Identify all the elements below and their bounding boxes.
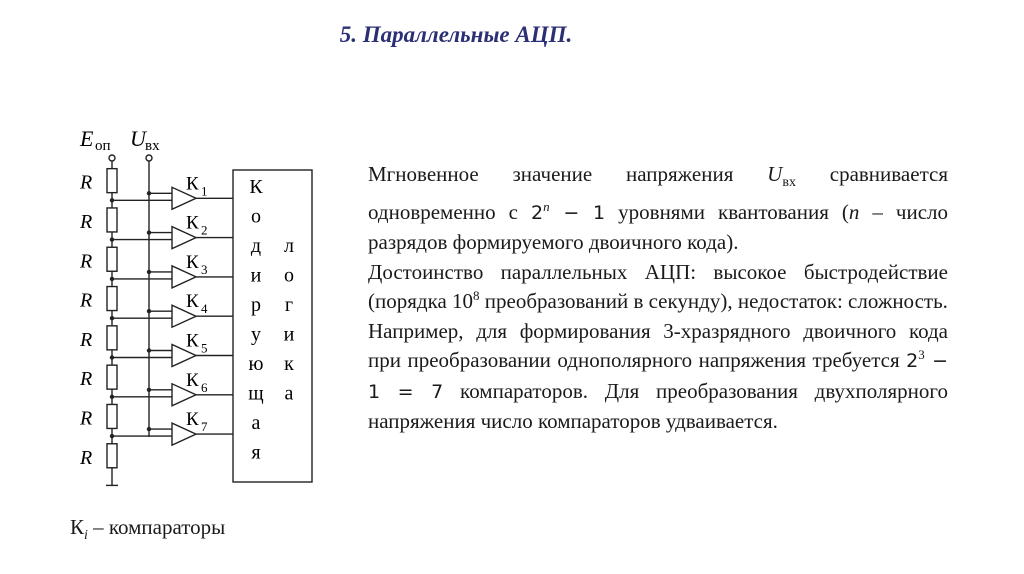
resistor: [107, 247, 117, 271]
comparator-legend: $К_i$ – компараторы: [70, 515, 226, 544]
logic-letter: щ: [248, 382, 264, 405]
comparator-index: 5: [201, 340, 208, 356]
eref-label: E: [80, 126, 94, 151]
resistor: [107, 365, 117, 389]
logic-letter: о: [284, 264, 294, 287]
paragraph-3: Например, для формирования 3-хразрядного двоичного кода при преобразовании однополярного напряжения требуется $2^3 - 1 = 7$ компараторов. Для преобразования двухполярного напряжения число компараторов удваивается.: [368, 318, 948, 434]
comparator-label: К: [186, 330, 199, 352]
resistor: [107, 287, 117, 311]
logic-letter: а: [284, 382, 294, 405]
resistor-label: R: [80, 289, 93, 312]
comparator-index: 6: [201, 379, 208, 395]
description-text: [368, 160, 948, 437]
paragraph-2: Достоинство параллельных АЦП: высокое быстродействие (порядка $10^8$ преобразований в секунду), недостаток: сложность.: [368, 259, 948, 314]
resistor-label: R: [80, 171, 93, 194]
parallel-adc-circuit: [0, 0, 360, 574]
logic-letter: ю: [248, 353, 264, 375]
logic-letter: р: [251, 294, 261, 316]
eref-terminal: [109, 155, 115, 161]
resistor: [107, 208, 117, 232]
uin-label: U: [130, 126, 146, 151]
uin-terminal: [146, 155, 152, 161]
uin-sub: вх: [145, 138, 160, 154]
logic-letter: д: [250, 235, 262, 257]
resistor: [107, 444, 117, 468]
resistor-label: R: [80, 368, 93, 391]
eref-sub: оп: [95, 138, 111, 154]
logic-letter: а: [251, 412, 261, 434]
logic-letter: я: [251, 441, 261, 464]
comparator-index: 3: [201, 261, 208, 277]
resistor-label: R: [80, 446, 93, 469]
comparator-label: К: [186, 173, 199, 195]
comparator-label: К: [186, 409, 199, 431]
logic-letter: и: [250, 264, 262, 287]
resistor: [107, 326, 117, 350]
logic-letter: о: [251, 205, 261, 228]
comparator-index: 7: [201, 419, 208, 435]
logic-letter: и: [283, 323, 295, 346]
coding-logic-block: [233, 170, 312, 482]
comparator-index: 4: [201, 301, 208, 317]
comparator-label: К: [186, 369, 199, 391]
resistor-label: R: [80, 210, 93, 233]
comparator-label: К: [186, 291, 199, 313]
comparator-label: К: [186, 212, 199, 234]
resistor-label: R: [80, 407, 93, 430]
logic-letter: К: [249, 176, 263, 198]
resistor-label: R: [80, 328, 93, 351]
slide-title: 5. Параллельные АЦП.: [339, 22, 573, 47]
resistor: [107, 169, 117, 193]
resistor: [107, 404, 117, 428]
paragraph-1: Мгновенное значение напряжения $U_{вх}$ сравнивается одновременно с $2^n - 1$ уровнями квантования (n – число разрядов формируемого двоичного кода).: [368, 162, 948, 255]
comparator-label: К: [186, 251, 199, 273]
logic-letter: г: [284, 294, 294, 316]
logic-letter: у: [251, 323, 261, 346]
comparator-index: 1: [201, 183, 208, 199]
comparator-index: 2: [201, 222, 208, 238]
logic-letter: л: [284, 235, 294, 257]
logic-letter: к: [284, 353, 294, 375]
resistor-label: R: [80, 250, 93, 273]
comparator-bank: [110, 173, 233, 445]
